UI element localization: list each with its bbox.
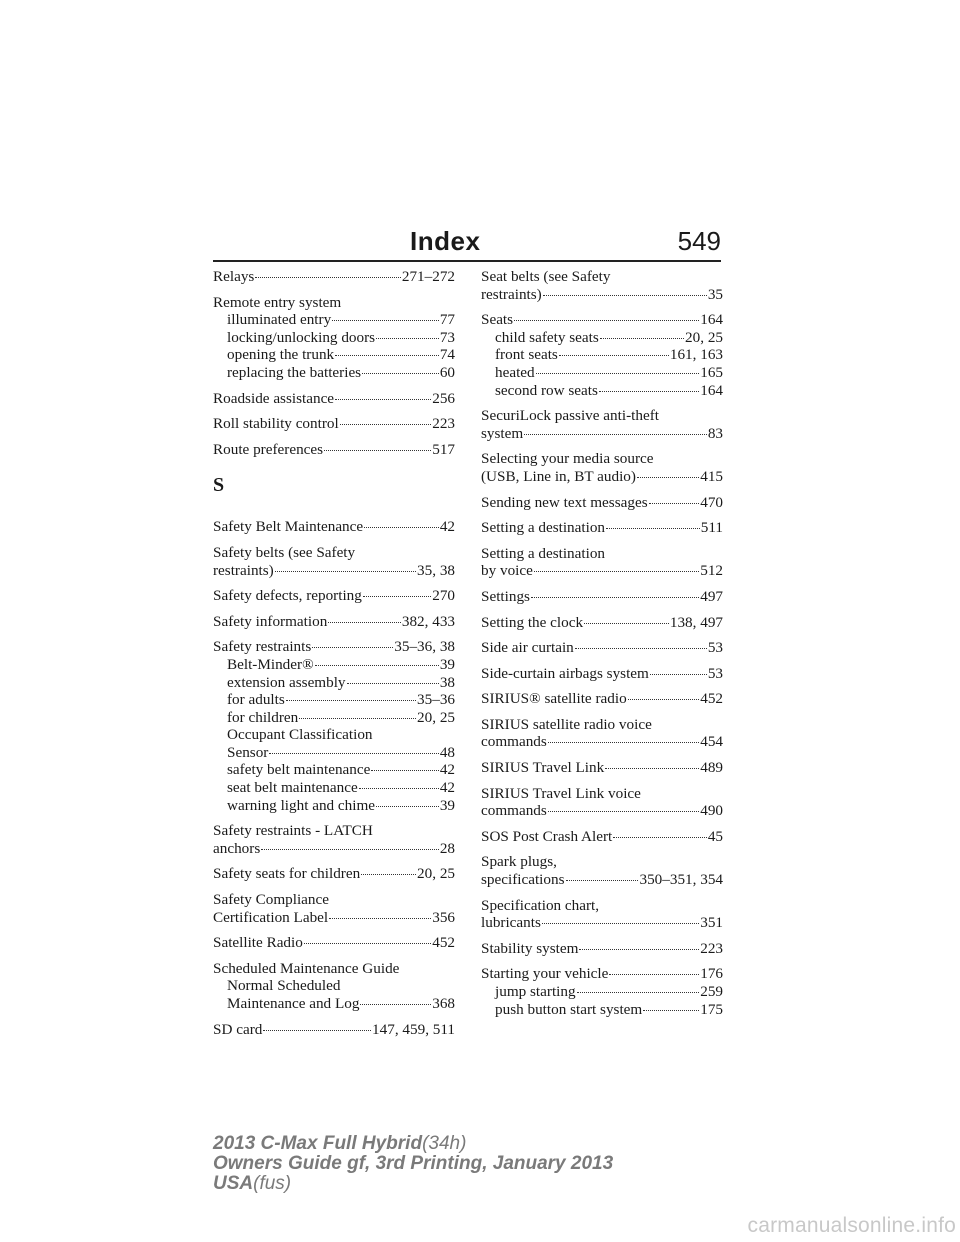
entry-text: Safety seats for children	[213, 865, 361, 883]
index-entry-line	[481, 407, 723, 425]
page-reference: 382, 433	[401, 612, 455, 630]
entry-text: Seat belts (see Safety	[481, 268, 611, 285]
entry-text: Occupant Classification	[227, 726, 373, 744]
page-reference: 20, 25	[685, 328, 723, 346]
entry-text: Normal Scheduled	[227, 977, 341, 995]
index-entry-line	[481, 897, 723, 915]
index-entry-line	[481, 871, 723, 889]
page-reference: 490	[700, 802, 723, 820]
entry-text: lubricants	[481, 914, 541, 932]
dot-leader	[263, 1030, 371, 1031]
page-reference: 138, 497	[669, 613, 723, 631]
index-subentry	[213, 364, 455, 382]
index-entry-line	[213, 865, 455, 883]
index-entry-line	[481, 588, 723, 606]
index-entry	[213, 960, 455, 1013]
dot-leader	[548, 811, 699, 812]
index-entry-line	[481, 468, 723, 486]
index-entry-line	[213, 390, 455, 408]
dot-leader	[364, 527, 439, 528]
entry-text: Safety restraints - LATCH	[213, 822, 373, 840]
page-reference: 48	[439, 743, 455, 761]
dot-leader	[575, 648, 707, 649]
dot-leader	[559, 355, 669, 356]
header-divider	[213, 260, 721, 262]
entry-text: Safety Belt Maintenance	[213, 518, 364, 536]
watermark[interactable]: carmanualsonline.info	[747, 1214, 956, 1237]
dot-leader	[609, 974, 699, 975]
index-entry-line	[213, 294, 455, 312]
entry-text: Maintenance and Log	[227, 995, 360, 1012]
page-reference: 164	[700, 311, 723, 329]
page-reference: 415	[700, 467, 723, 485]
index-entry-line	[481, 268, 723, 286]
page-reference: 38	[439, 673, 455, 691]
dot-leader	[332, 320, 439, 321]
page-reference: 35–36	[417, 691, 455, 709]
dot-leader	[548, 742, 699, 743]
entry-text: seat belt maintenance	[227, 779, 358, 797]
dot-leader	[362, 373, 439, 374]
index-entry-line	[481, 690, 723, 708]
entry-text: Side air curtain	[481, 639, 574, 657]
index-entry	[481, 519, 723, 537]
entry-text: Safety information	[213, 612, 328, 630]
entry-text: Setting a destination	[481, 544, 606, 562]
index-entry-line	[481, 853, 723, 871]
footer-line-2: Owners Guide gf, 3rd Printing, January 2013	[213, 1153, 614, 1174]
dot-leader	[605, 768, 699, 769]
page-reference: 512	[700, 562, 723, 580]
index-entry	[481, 407, 723, 442]
index-entry	[213, 613, 455, 631]
entry-text: SIRIUS Travel Link voice	[481, 784, 641, 802]
dot-leader	[286, 700, 416, 701]
index-subentry	[213, 995, 455, 1013]
dot-leader	[299, 718, 416, 719]
entry-text: for children	[227, 708, 299, 726]
index-subentry	[213, 311, 455, 329]
index-entry	[481, 759, 723, 777]
dot-leader	[324, 450, 431, 451]
index-entry	[481, 588, 723, 606]
page-reference: 42	[439, 761, 455, 779]
index-subentry	[481, 346, 723, 364]
entry-text: Relays	[213, 268, 255, 285]
entry-text: specifications	[481, 871, 565, 889]
entry-text: Setting the clock	[481, 613, 584, 631]
index-subentry	[213, 761, 455, 779]
entry-text: Side-curtain airbags system	[481, 664, 649, 682]
dot-leader	[315, 665, 439, 666]
dot-leader	[371, 770, 438, 771]
dot-leader	[599, 391, 699, 392]
page-reference: 223	[432, 415, 455, 433]
index-subentry	[481, 1001, 723, 1019]
entry-text: commands	[481, 733, 547, 751]
index-subentry	[213, 744, 455, 762]
footer-line-3: USA(fus)	[213, 1173, 292, 1194]
entry-text: Remote entry system	[213, 293, 342, 311]
dot-leader	[361, 874, 416, 875]
entry-text: SD card	[213, 1020, 263, 1038]
page-reference: 60	[439, 363, 455, 381]
page-reference: 20, 25	[417, 708, 455, 726]
index-entry-line	[213, 934, 455, 952]
index-entry-line	[213, 891, 455, 909]
entry-text: Safety belts (see Safety	[213, 543, 356, 561]
page-reference: 176	[700, 965, 723, 983]
index-entry-line	[213, 518, 455, 536]
index-entry	[213, 822, 455, 857]
page-reference: 53	[707, 639, 723, 657]
entry-text: for adults	[227, 691, 285, 709]
page-reference: 452	[432, 934, 455, 952]
index-entry	[481, 828, 723, 846]
entry-text: illuminated entry	[227, 311, 332, 329]
dot-leader	[359, 788, 439, 789]
entry-text: replacing the batteries	[227, 363, 362, 381]
index-entry	[481, 940, 723, 958]
dot-leader	[524, 434, 707, 435]
page-reference: 454	[700, 733, 723, 751]
page-reference: 35, 38	[417, 561, 455, 579]
dot-leader	[584, 623, 669, 624]
section-letter: S	[213, 474, 225, 497]
index-subentry	[481, 364, 723, 382]
footer-line-1: 2013 C-Max Full Hybrid(34h)	[213, 1133, 467, 1154]
page-reference: 45	[707, 827, 723, 845]
dot-leader	[531, 597, 699, 598]
index-entry-line	[213, 441, 455, 459]
entry-text: Spark plugs,	[481, 853, 557, 871]
entry-text: safety belt maintenance	[227, 761, 371, 779]
entry-text: locking/unlocking doors	[227, 328, 376, 346]
entry-text: jump starting	[495, 983, 576, 1000]
entry-text: Seats	[481, 311, 514, 329]
entry-text: Roll stability control	[213, 415, 339, 433]
footer	[213, 1134, 613, 1194]
entry-text: by voice	[481, 562, 533, 580]
page-reference: 83	[707, 424, 723, 442]
index-entry	[213, 638, 455, 814]
page-reference: 74	[439, 346, 455, 364]
entry-text: warning light and chime	[227, 796, 376, 814]
entry-text: restraints)	[481, 285, 542, 303]
page-reference: 39	[439, 796, 455, 814]
page-reference: 42	[439, 518, 455, 536]
index-subentry	[213, 674, 455, 692]
dot-leader	[376, 806, 439, 807]
page-reference: 259	[700, 983, 723, 1000]
dot-leader	[579, 949, 699, 950]
index-subentry	[481, 329, 723, 347]
dot-leader	[534, 571, 699, 572]
index-entry-line	[213, 268, 455, 286]
page-reference: 350–351, 354	[639, 871, 723, 889]
page-reference: 53	[707, 664, 723, 682]
page-number: 549	[677, 226, 721, 256]
index-subentry	[213, 779, 455, 797]
index-subentry	[213, 656, 455, 674]
index-entry-line	[481, 494, 723, 512]
dot-leader	[328, 622, 401, 623]
index-entry-line	[213, 822, 455, 840]
page-reference: 489	[700, 759, 723, 777]
dot-leader	[600, 338, 684, 339]
entry-text: anchors	[213, 839, 261, 857]
index-entry-line	[481, 450, 723, 468]
entry-text: restraints)	[213, 561, 274, 579]
entry-text: opening the trunk	[227, 346, 335, 364]
index-entry	[481, 311, 723, 399]
index-entry	[213, 268, 455, 286]
index-entry	[481, 614, 723, 632]
page-reference: 497	[700, 587, 723, 605]
page-reference: 165	[700, 363, 723, 381]
entry-text: second row seats	[495, 381, 598, 399]
dot-leader	[376, 338, 439, 339]
dot-leader	[637, 477, 699, 478]
entry-text: system	[481, 424, 524, 442]
index-entry	[213, 390, 455, 408]
dot-leader	[650, 674, 707, 675]
index-entry	[481, 639, 723, 657]
entry-text: Scheduled Maintenance Guide	[213, 959, 400, 977]
index-entry	[481, 450, 723, 485]
index-entry-line	[213, 415, 455, 433]
index-entry-line	[213, 544, 455, 562]
index-column-left	[213, 268, 455, 1046]
index-entry	[481, 665, 723, 683]
index-entry-line	[481, 940, 723, 958]
dot-leader	[577, 992, 700, 993]
index-entry-line	[213, 1021, 455, 1039]
entry-text: Route preferences	[213, 440, 324, 458]
index-entry-line	[481, 519, 723, 537]
page-reference: 42	[439, 779, 455, 797]
index-entry-line	[213, 562, 455, 580]
index-entry	[481, 690, 723, 708]
index-entry	[213, 294, 455, 382]
index-entry-line	[481, 759, 723, 777]
dot-leader	[514, 320, 699, 321]
index-entry-line	[481, 828, 723, 846]
entry-text: Certification Label	[213, 908, 329, 926]
dot-leader	[649, 503, 700, 504]
entry-text: (USB, Line in, BT audio)	[481, 467, 636, 485]
index-entry-line	[481, 785, 723, 803]
index-entry-line	[481, 614, 723, 632]
index-entry-line	[213, 587, 455, 605]
dot-leader	[566, 880, 639, 881]
index-entry-line	[481, 965, 723, 983]
dot-leader	[643, 1010, 699, 1011]
index-entry	[481, 897, 723, 932]
page-reference: 256	[432, 389, 455, 407]
page-reference: 270	[432, 587, 455, 605]
entry-text: Belt-Minder®	[227, 655, 314, 673]
index-entry	[213, 415, 455, 433]
index-entry-line	[481, 802, 723, 820]
entry-text: Stability system	[481, 939, 579, 957]
index-subentry	[481, 382, 723, 400]
page-title: Index	[410, 226, 481, 256]
entry-text: Safety restraints	[213, 638, 312, 656]
dot-leader	[261, 849, 439, 850]
index-entry-line	[481, 639, 723, 657]
dot-leader	[606, 528, 700, 529]
entry-text: Sensor	[227, 743, 269, 761]
dot-leader	[347, 683, 439, 684]
index-subentry	[213, 977, 455, 995]
index-entry-line	[481, 311, 723, 329]
entry-text: Sending new text messages	[481, 493, 648, 511]
entry-text: Starting your vehicle	[481, 965, 609, 983]
dot-leader	[312, 647, 393, 648]
page-reference: 161, 163	[669, 346, 723, 364]
index-subentry	[213, 797, 455, 815]
page-reference: 175	[700, 1000, 723, 1018]
entry-text: SIRIUS® satellite radio	[481, 690, 627, 708]
index-subentry	[213, 329, 455, 347]
entry-text: commands	[481, 802, 547, 820]
page-reference: 368	[432, 995, 455, 1012]
index-entry-line	[481, 545, 723, 563]
index-entry-line	[213, 613, 455, 631]
index-entry-line	[213, 638, 455, 656]
entry-text: Satellite Radio	[213, 934, 303, 952]
entry-text: heated	[495, 363, 535, 381]
page-reference: 73	[439, 328, 455, 346]
page-reference: 271–272	[401, 268, 455, 285]
entry-text: Roadside assistance	[213, 389, 335, 407]
index-entry-line	[481, 425, 723, 443]
index-entry	[213, 518, 455, 536]
dot-leader	[255, 277, 401, 278]
page-reference: 147, 459, 511	[372, 1020, 455, 1038]
entry-text: front seats	[495, 346, 558, 364]
index-entry	[213, 891, 455, 926]
page-reference: 77	[439, 311, 455, 329]
entry-text: SIRIUS satellite radio voice	[481, 715, 652, 733]
index-entry	[213, 587, 455, 605]
index-entry-line	[213, 960, 455, 978]
dot-leader	[363, 596, 431, 597]
index-entry-line	[481, 286, 723, 304]
entry-text: SOS Post Crash Alert	[481, 827, 613, 845]
page-reference: 164	[700, 381, 723, 399]
page-reference: 511	[700, 519, 723, 537]
entry-text: SIRIUS Travel Link	[481, 759, 605, 777]
entry-text: Setting a destination	[481, 519, 606, 537]
page-reference: 356	[432, 908, 455, 926]
dot-leader	[329, 918, 431, 919]
index-entry	[213, 865, 455, 883]
index-entry	[481, 785, 723, 820]
entry-text: Safety defects, reporting	[213, 587, 362, 605]
index-entry	[481, 494, 723, 512]
index-subentry	[213, 726, 455, 744]
page-reference: 351	[700, 914, 723, 932]
dot-leader	[335, 355, 439, 356]
index-entry	[481, 716, 723, 751]
dot-leader	[613, 837, 707, 838]
index-subentry	[213, 709, 455, 727]
index-entry-line	[481, 562, 723, 580]
index-entry-line	[481, 733, 723, 751]
page-reference: 39	[439, 655, 455, 673]
index-entry	[213, 544, 455, 579]
entry-text: Specification chart,	[481, 896, 600, 914]
index-entry-line	[213, 909, 455, 927]
index-subentry	[213, 346, 455, 364]
index-entry-line	[213, 840, 455, 858]
index-entry	[213, 1021, 455, 1039]
dot-leader	[536, 373, 700, 374]
page-reference: 470	[700, 493, 723, 511]
index-subentry	[213, 691, 455, 709]
entry-text: Selecting your media source	[481, 450, 654, 468]
index-entry	[213, 441, 455, 459]
page-reference: 452	[700, 690, 723, 708]
entry-text: SecuriLock passive anti-theft	[481, 407, 659, 425]
dot-leader	[542, 923, 699, 924]
index-entry-line	[481, 665, 723, 683]
page-reference: 28	[439, 839, 455, 857]
page-reference: 223	[700, 939, 723, 957]
index-entry-line	[481, 914, 723, 932]
index-subentry	[481, 983, 723, 1001]
dot-leader	[269, 753, 438, 754]
entry-text: extension assembly	[227, 673, 346, 691]
entry-text: push button start system	[495, 1000, 643, 1018]
entry-text: Settings	[481, 587, 530, 605]
dot-leader	[543, 295, 707, 296]
index-entry	[481, 268, 723, 303]
index-entry	[481, 545, 723, 580]
entry-text: child safety seats	[495, 328, 599, 346]
entry-text: Safety Compliance	[213, 891, 329, 909]
index-entry	[481, 965, 723, 1018]
page-reference: 20, 25	[417, 865, 455, 883]
index-column-right	[481, 268, 723, 1026]
index-entry	[481, 853, 723, 888]
dot-leader	[340, 424, 432, 425]
page-reference: 35	[707, 285, 723, 303]
index-entry	[213, 934, 455, 952]
dot-leader	[275, 571, 416, 572]
page-reference: 35–36, 38	[394, 638, 455, 656]
dot-leader	[335, 399, 431, 400]
page-reference: 517	[432, 440, 455, 458]
dot-leader	[304, 943, 431, 944]
dot-leader	[360, 1004, 431, 1005]
index-entry-line	[481, 716, 723, 734]
dot-leader	[628, 699, 700, 700]
